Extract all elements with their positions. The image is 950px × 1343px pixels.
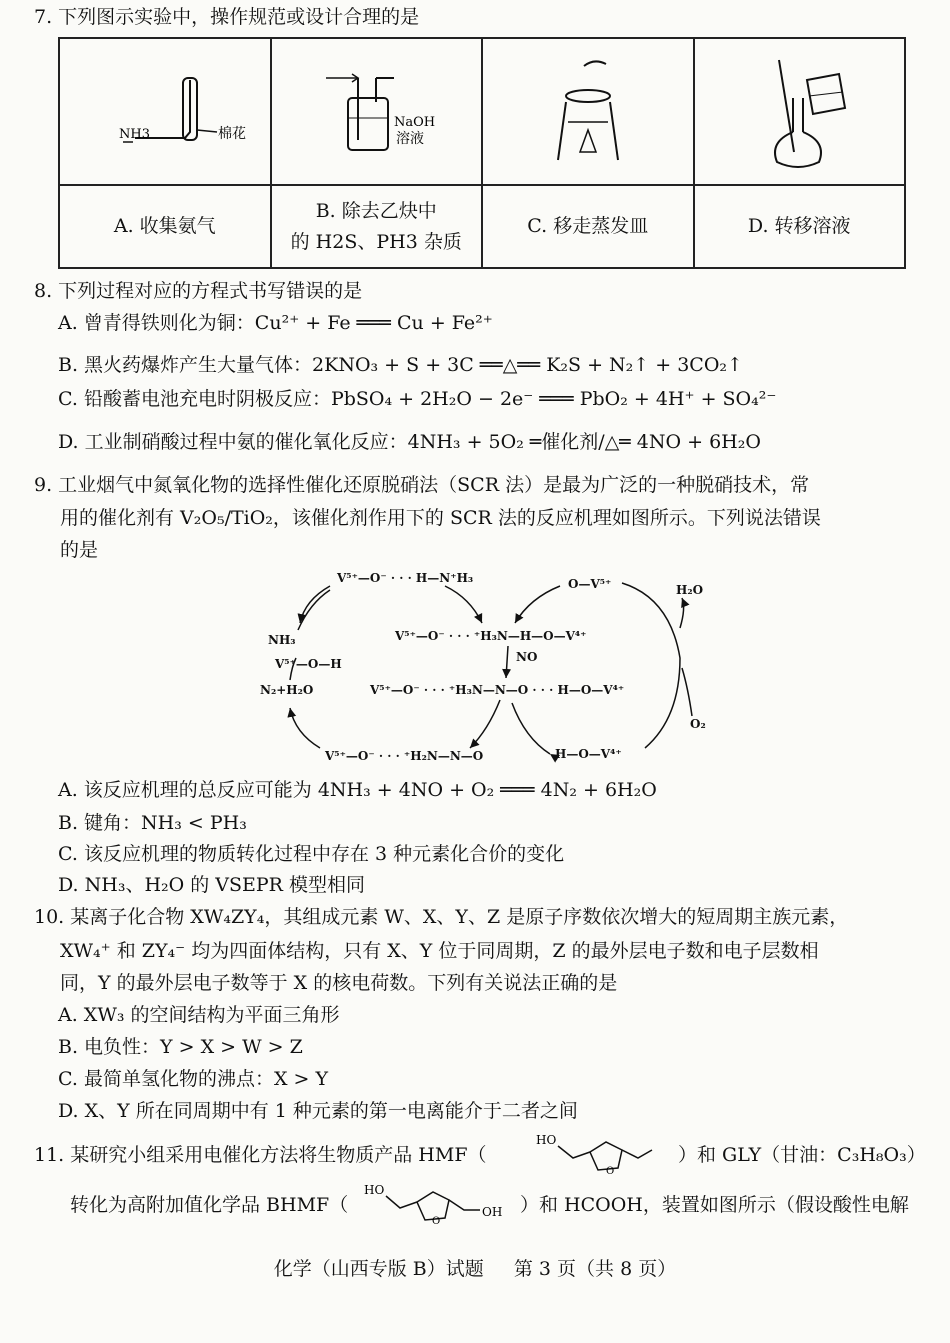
mech-species-3: V⁵⁺—O⁻ · · · ⁺H₃N—N—O · · · H—O—V⁴⁺ xyxy=(370,683,625,697)
q7-figure-a xyxy=(59,38,271,185)
hmf-ho-label: HO xyxy=(536,1133,557,1147)
mech-species-5: V⁵⁺—O—H xyxy=(275,657,342,671)
q9-stem-line3: 的是 xyxy=(60,539,99,561)
solution-label: 溶液 xyxy=(396,130,425,147)
q10-option-a: A. XW₃ 的空间结构为平面三角形 xyxy=(58,1004,340,1026)
q7-option-c: C. 移走蒸发皿 xyxy=(482,185,694,268)
q7-option-d: D. 转移溶液 xyxy=(694,185,906,268)
q7-option-b-line2: 的 H2S、PH3 杂质 xyxy=(290,230,462,253)
q7-figure-d xyxy=(694,38,906,185)
naoh-label: NaOH xyxy=(394,114,436,130)
mech-h2o: H₂O xyxy=(676,583,704,597)
bhmf-oh-label: OH xyxy=(482,1205,503,1219)
page-footer xyxy=(0,1254,950,1281)
ammonia-collection-figure xyxy=(65,40,265,180)
q10-option-c: C. 最简单氢化物的沸点：X > Y xyxy=(58,1068,329,1090)
q9-option-c: C. 该反应机理的物质转化过程中存在 3 种元素化合价的变化 xyxy=(58,843,565,865)
q9-stem-line2: 用的催化剂有 V₂O₅/TiO₂，该催化剂作用下的 SCR 法的反应机理如图所示。下列说法错误 xyxy=(60,507,821,529)
volumetric-flask-figure xyxy=(699,40,899,180)
bhmf-ring-o: O xyxy=(432,1216,441,1227)
q8-option-a: A. 曾青得铁则化为铜：Cu²⁺ + Fe ═══ Cu + Fe²⁺ xyxy=(58,312,493,334)
q7-stem: 7. 下列图示实验中，操作规范或设计合理的是 xyxy=(34,6,420,28)
nh3-label: NH3 xyxy=(118,126,150,142)
hmf-ring-o: O xyxy=(606,1166,615,1177)
hmf-structure xyxy=(528,1130,678,1178)
evaporating-dish-figure xyxy=(488,40,688,180)
q7-figure-c xyxy=(482,38,694,185)
q7-figure-b xyxy=(271,38,483,185)
q11-line1-a: 11. 某研究小组采用电催化方法将生物质产品 HMF（ xyxy=(34,1144,487,1166)
mech-species-6: O—V⁵⁺ xyxy=(568,577,612,591)
q9-stem-line1: 9. 工业烟气中氮氧化物的选择性催化还原脱硝法（SCR 法）是最为广泛的一种脱硝技术，常 xyxy=(34,474,810,496)
q9-option-b: B. 键角：NH₃ < PH₃ xyxy=(58,812,247,834)
q10-option-d: D. X、Y 所在同周期中有 1 种元素的第一电离能介于二者之间 xyxy=(58,1100,578,1122)
mech-no: NO xyxy=(516,650,538,664)
q7-experiment-table xyxy=(58,37,906,269)
q8-option-d: D. 工业制硝酸过程中氨的催化氧化反应：4NH₃ + 5O₂ ═催化剂/△═ 4NO + 6H₂O xyxy=(58,431,761,453)
bhmf-structure xyxy=(362,1180,520,1228)
q9-option-d: D. NH₃、H₂O 的 VSEPR 模型相同 xyxy=(58,874,366,896)
mech-nh3: NH₃ xyxy=(268,633,296,647)
q11-line2-b: ）和 HCOOH，装置如图所示（假设酸性电解 xyxy=(520,1194,909,1216)
q7-option-a: A. 收集氨气 xyxy=(59,185,271,268)
q9-option-a: A. 该反应机理的总反应可能为 4NH₃ + 4NO + O₂ ═══ 4N₂ + 6H₂O xyxy=(58,779,657,801)
q7-option-b-line1: B. 除去乙炔中 xyxy=(315,199,437,222)
q8-stem: 8. 下列过程对应的方程式书写错误的是 xyxy=(34,280,363,302)
mech-species-4: V⁵⁺—O⁻ · · · ⁺H₂N—N—O xyxy=(325,749,484,763)
mech-n2-h2o: N₂+H₂O xyxy=(260,683,314,697)
scr-mechanism-diagram xyxy=(250,568,730,768)
q11-line1-b: ）和 GLY（甘油：C₃H₈O₃） xyxy=(678,1144,926,1166)
gas-washing-bottle-figure xyxy=(276,40,476,180)
bhmf-ho-label: HO xyxy=(364,1183,385,1197)
cotton-label: 棉花 xyxy=(217,125,246,142)
q10-stem-line3: 同，Y 的最外层电子数等于 X 的核电荷数。下列有关说法正确的是 xyxy=(60,972,618,994)
q8-option-b: B. 黑火药爆炸产生大量气体：2KNO₃ + S + 3C ══△══ K₂S + N₂↑ + 3CO₂↑ xyxy=(58,354,743,376)
mech-species-2: V⁵⁺—O⁻ · · · ⁺H₃N—H—O—V⁴⁺ xyxy=(395,629,587,643)
q7-option-b xyxy=(271,185,483,268)
mech-species-1: V⁵⁺—O⁻ · · · H—N⁺H₃ xyxy=(337,571,474,585)
footer-subject: 化学（山西专版 B）试题 xyxy=(273,1258,484,1280)
mech-species-7: H—O—V⁴⁺ xyxy=(555,747,622,761)
mech-o2: O₂ xyxy=(690,717,706,731)
footer-page: 第 3 页（共 8 页） xyxy=(513,1258,677,1280)
q10-stem-line2: XW₄⁺ 和 ZY₄⁻ 均为四面体结构，只有 X、Y 位于同周期，Z 的最外层电子数和电子层数相 xyxy=(60,940,819,962)
q10-stem-line1: 10. 某离子化合物 XW₄ZY₄，其组成元素 W、X、Y、Z 是原子序数依次增大的短周期主族元素， xyxy=(34,906,849,928)
q8-option-c: C. 铅酸蓄电池充电时阴极反应：PbSO₄ + 2H₂O − 2e⁻ ═══ PbO₂ + 4H⁺ + SO₄²⁻ xyxy=(58,388,777,410)
q10-option-b: B. 电负性：Y > X > W > Z xyxy=(58,1036,303,1058)
q11-line2-a: 转化为高附加值化学品 BHMF（ xyxy=(70,1194,349,1216)
